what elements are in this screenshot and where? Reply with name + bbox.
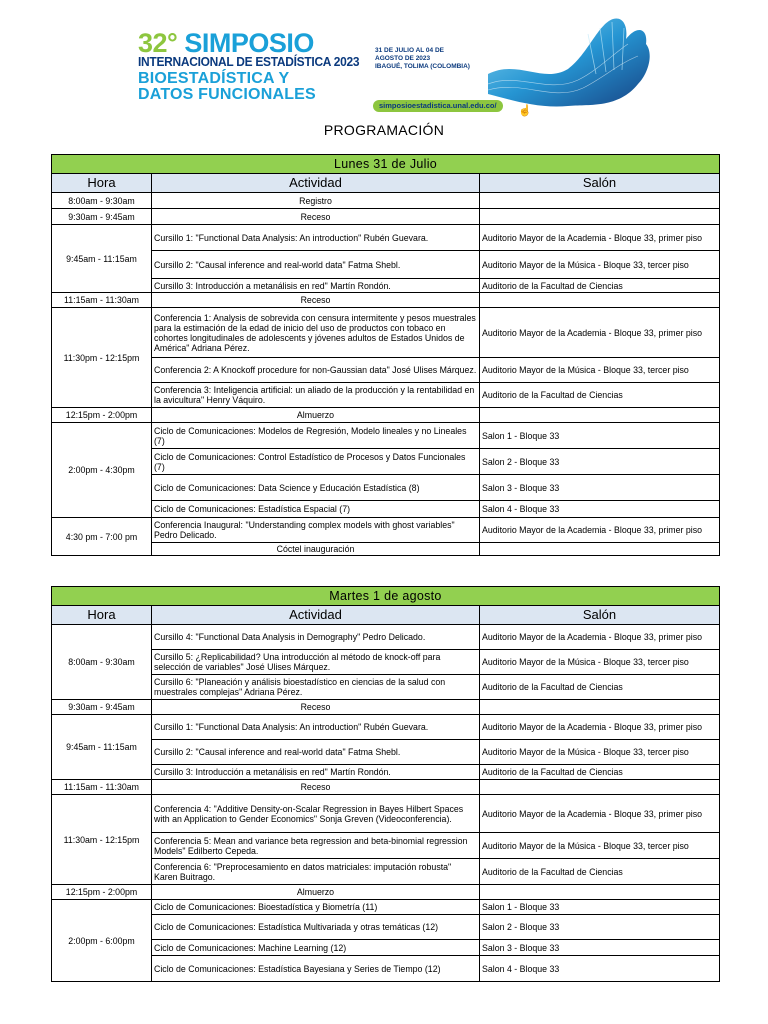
activity-cell: Cursillo 3: Introducción a metanálisis en red" Martín Rondón. — [152, 279, 480, 293]
time-cell: 12:15pm - 2:00pm — [52, 885, 152, 900]
room-cell — [480, 780, 720, 795]
room-cell: Salon 4 - Bloque 33 — [480, 956, 720, 982]
room-cell: Auditorio Mayor de la Academia - Bloque 33, primer piso — [480, 518, 720, 543]
activity-cell: Cursillo 1: "Functional Data Analysis: An introduction" Rubén Guevara. — [152, 715, 480, 740]
room-cell — [480, 885, 720, 900]
activity-cell: Cursillo 6: "Planeación y análisis bioestadístico en ciencias de la salud con muestrales complejas" Adriana Pérez. — [152, 675, 480, 700]
time-cell: 11:15am - 11:30am — [52, 293, 152, 308]
column-header-actividad: Actividad — [152, 174, 480, 193]
activity-cell: Receso — [152, 209, 480, 225]
column-header-hora: Hora — [52, 606, 152, 625]
room-cell — [480, 700, 720, 715]
activity-cell: Conferencia 6: "Preprocesamiento en datos matriciales: imputación robusta" Karen Buitrago. — [152, 859, 480, 885]
banner-dates-line3: IBAGUÉ, TOLIMA (COLOMBIA) — [375, 63, 470, 70]
column-header-actividad: Actividad — [152, 606, 480, 625]
room-cell — [480, 209, 720, 225]
banner-edition: 32° SIMPOSIO — [138, 28, 314, 58]
room-cell: Auditorio Mayor de la Música - Bloque 33, tercer piso — [480, 251, 720, 279]
time-cell: 12:15pm - 2:00pm — [52, 408, 152, 423]
time-cell: 2:00pm - 6:00pm — [52, 900, 152, 982]
day-title: Martes 1 de agosto — [52, 587, 720, 606]
room-cell: Salon 1 - Bloque 33 — [480, 423, 720, 449]
page-title: PROGRAMACIÓN — [323, 122, 445, 138]
time-cell: 2:00pm - 4:30pm — [52, 423, 152, 518]
room-cell: Auditorio de la Facultad de Ciencias — [480, 859, 720, 885]
activity-cell: Conferencia 2: A Knockoff procedure for non-Gaussian data" José Ulises Márquez. — [152, 358, 480, 383]
activity-cell: Cursillo 3: Introducción a metanálisis en red" Martín Rondón. — [152, 765, 480, 780]
activity-cell: Ciclo de Comunicaciones: Estadística Multivariada y otras temáticas (12) — [152, 915, 480, 940]
room-cell: Auditorio Mayor de la Música - Bloque 33, tercer piso — [480, 650, 720, 675]
room-cell: Auditorio Mayor de la Academia - Bloque 33, primer piso — [480, 225, 720, 251]
wave-hand-graphic — [488, 14, 654, 120]
activity-cell: Conferencia 5: Mean and variance beta regression and beta-binomial regression Models" Edilberto Cepeda. — [152, 833, 480, 859]
activity-cell: Registro — [152, 193, 480, 209]
activity-cell: Cursillo 5: ¿Replicabilidad? Una introducción al método de knock-off para selección de variables" José Ulises Márquez. — [152, 650, 480, 675]
time-cell: 9:30am - 9:45am — [52, 700, 152, 715]
activity-cell: Conferencia Inaugural: "Understanding complex models with ghost variables" Pedro Delicado. — [152, 518, 480, 543]
room-cell: Salon 1 - Bloque 33 — [480, 900, 720, 915]
room-cell: Auditorio de la Facultad de Ciencias — [480, 675, 720, 700]
activity-cell: Ciclo de Comunicaciones: Control Estadístico de Procesos y Datos Funcionales (7) — [152, 449, 480, 475]
room-cell — [480, 193, 720, 209]
activity-cell: Ciclo de Comunicaciones: Data Science y Educación Estadística (8) — [152, 475, 480, 501]
column-header-salon: Salón — [480, 606, 720, 625]
activity-cell: Receso — [152, 293, 480, 308]
room-cell: Auditorio Mayor de la Música - Bloque 33, tercer piso — [480, 833, 720, 859]
column-header-hora: Hora — [52, 174, 152, 193]
time-cell: 11:30pm - 12:15pm — [52, 308, 152, 408]
time-cell: 8:00am - 9:30am — [52, 625, 152, 700]
time-cell: 9:45am - 11:15am — [52, 225, 152, 293]
banner-dates-line2: AGOSTO DE 2023 — [375, 55, 431, 62]
activity-cell: Receso — [152, 700, 480, 715]
room-cell: Auditorio de la Facultad de Ciencias — [480, 279, 720, 293]
activity-cell: Ciclo de Comunicaciones: Modelos de Regresión, Modelo lineales y no Lineales (7) — [152, 423, 480, 449]
banner-dates-line1: 31 DE JULIO AL 04 DE — [375, 47, 444, 54]
column-header-salon: Salón — [480, 174, 720, 193]
activity-cell: Cursillo 2: "Causal inference and real-world data" Fatma Shebl. — [152, 251, 480, 279]
time-cell: 4:30 pm - 7:00 pm — [52, 518, 152, 556]
activity-cell: Conferencia 4: "Additive Density-on-Scalar Regression in Bayes Hilbert Spaces with an Application to Gender Economics" Sonja Greven (Videoconferencia). — [152, 795, 480, 833]
room-cell: Salon 3 - Bloque 33 — [480, 940, 720, 956]
schedule-table-day1 — [51, 154, 720, 556]
activity-cell: Cursillo 2: "Causal inference and real-world data" Fatma Shebl. — [152, 740, 480, 765]
activity-cell: Receso — [152, 780, 480, 795]
room-cell: Salon 2 - Bloque 33 — [480, 449, 720, 475]
room-cell — [480, 293, 720, 308]
schedule-table-day2 — [51, 586, 720, 982]
activity-cell: Cursillo 1: "Functional Data Analysis: An introduction" Rubén Guevara. — [152, 225, 480, 251]
activity-cell: Cóctel inauguración — [152, 543, 480, 556]
room-cell — [480, 543, 720, 556]
activity-cell: Ciclo de Comunicaciones: Estadística Bayesiana y Series de Tiempo (12) — [152, 956, 480, 982]
room-cell — [480, 408, 720, 423]
room-cell: Auditorio Mayor de la Academia - Bloque 33, primer piso — [480, 625, 720, 650]
activity-cell: Ciclo de Comunicaciones: Estadística Espacial (7) — [152, 501, 480, 518]
room-cell: Auditorio Mayor de la Academia - Bloque 33, primer piso — [480, 308, 720, 358]
banner-theme-line1: BIOESTADÍSTICA Y — [138, 70, 290, 87]
banner-dates — [375, 47, 470, 71]
room-cell: Salon 2 - Bloque 33 — [480, 915, 720, 940]
banner-word: SIMPOSIO — [184, 28, 314, 58]
hand-cursor-icon: ☝ — [518, 105, 532, 117]
activity-cell: Ciclo de Comunicaciones: Bioestadística y Biometría (11) — [152, 900, 480, 915]
event-banner — [118, 14, 654, 120]
activity-cell: Conferencia 1: Analysis de sobrevida con censura intermitente y pesos muestrales para la estimación de la edad de inicio del uso de productos con tobaco en cohortes longitudinales de adolescents y jóvenes adultos de Estados Unidos de América" Adriana Pérez. — [152, 308, 480, 358]
time-cell: 9:30am - 9:45am — [52, 209, 152, 225]
time-cell: 8:00am - 9:30am — [52, 193, 152, 209]
activity-cell: Conferencia 3: Inteligencia artificial: un aliado de la producción y la rentabilidad en la avicultura" Henry Váquiro. — [152, 383, 480, 408]
room-cell: Auditorio de la Facultad de Ciencias — [480, 765, 720, 780]
room-cell: Auditorio de la Facultad de Ciencias — [480, 383, 720, 408]
time-cell: 9:45am - 11:15am — [52, 715, 152, 780]
room-cell: Salon 3 - Bloque 33 — [480, 475, 720, 501]
banner-subtitle: INTERNACIONAL DE ESTADÍSTICA 2023 — [138, 54, 360, 69]
room-cell: Auditorio Mayor de la Academia - Bloque 33, primer piso — [480, 715, 720, 740]
room-cell: Salon 4 - Bloque 33 — [480, 501, 720, 518]
activity-cell: Almuerzo — [152, 885, 480, 900]
activity-cell: Ciclo de Comunicaciones: Machine Learning (12) — [152, 940, 480, 956]
room-cell: Auditorio Mayor de la Academia - Bloque 33, primer piso — [480, 795, 720, 833]
time-cell: 11:15am - 11:30am — [52, 780, 152, 795]
day-title: Lunes 31 de Julio — [52, 155, 720, 174]
room-cell: Auditorio Mayor de la Música - Bloque 33, tercer piso — [480, 740, 720, 765]
time-cell: 11:30am - 12:15pm — [52, 795, 152, 885]
room-cell: Auditorio Mayor de la Música - Bloque 33, tercer piso — [480, 358, 720, 383]
banner-theme-line2: DATOS FUNCIONALES — [138, 86, 316, 103]
banner-url-link[interactable]: simposioestadistica.unal.edu.co/ — [373, 100, 503, 112]
activity-cell: Almuerzo — [152, 408, 480, 423]
banner-theme — [138, 71, 316, 103]
activity-cell: Cursillo 4: "Functional Data Analysis in Demography" Pedro Delicado. — [152, 625, 480, 650]
